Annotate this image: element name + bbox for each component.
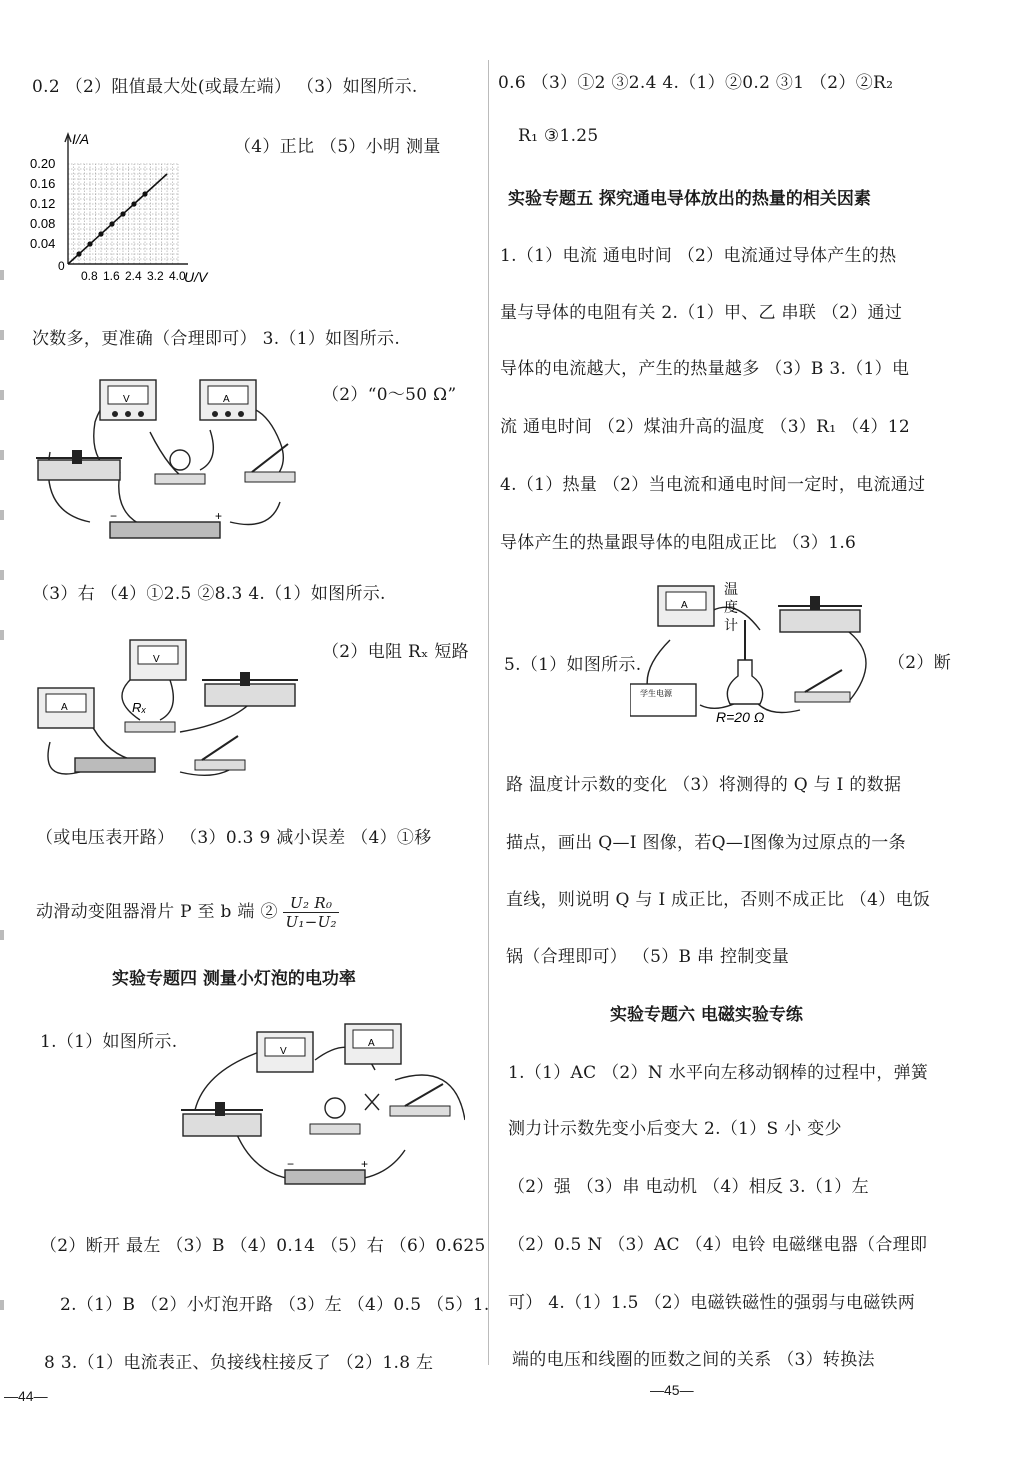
answer-line: 锅（合理即可） （5）B 串 控制变量 [506, 947, 790, 967]
x-tick-labels [81, 269, 186, 283]
fraction: $\frac{\text{U₂ R₀}}{\text{U₁−U₂}}$ [285, 894, 337, 931]
power-supply-label: 学生电源 [640, 689, 672, 698]
y-tick-label: 0.04 [30, 236, 56, 251]
x-tick-label: 4.0 [169, 269, 186, 283]
thermometer-label-3: 计 [724, 617, 738, 633]
data-point [109, 221, 114, 226]
voltmeter-label: V [153, 654, 160, 665]
answer-line: （2）电阻 Rₓ 短路 [322, 642, 469, 662]
thermometer-label-1: 温 [724, 581, 738, 597]
x-tick-label: 3.2 [147, 269, 164, 283]
answer-line: （或电压表开路） （3）0.3 9 减小误差 （4）①移 [36, 828, 432, 848]
section-heading: 实验专题六 电磁实验专练 [610, 1005, 803, 1025]
y-tick-label: 0.16 [30, 176, 56, 191]
answer-line: （2）“0～50 Ω” [322, 385, 457, 405]
answer-line: 0.6 （3）①2 ③2.4 4.（1）②0.2 ③1 （2）②R₂ [498, 73, 894, 93]
heat-circuit-diagram [630, 580, 880, 730]
data-point [98, 231, 103, 236]
resistance-label: R=20 Ω [716, 709, 765, 725]
answer-line: 4.（1）热量 （2）当电流和通电时间一定时，电流通过 [500, 475, 926, 495]
answer-line: 路 温度计示数的变化 （3）将测得的 Q 与 I 的数据 [506, 775, 902, 795]
y-tick-label: 0.08 [30, 216, 56, 231]
answer-line: R₁ ③1.25 [518, 126, 599, 146]
page-number: —45— [650, 1382, 694, 1398]
answer-line: 流 通电时间 （2）煤油升高的温度 （3）R₁ （4）12 [500, 417, 911, 437]
ammeter-label: A [61, 702, 68, 713]
answer-line: 2.（1）B （2）小灯泡开路 （3）左 （4）0.5 （5）1. [60, 1295, 490, 1315]
answer-line: （2）0.5 N （3）AC （4）电铃 电磁继电器（合理即 [508, 1235, 928, 1255]
ammeter-label: A [368, 1038, 375, 1049]
data-point [142, 191, 147, 196]
answer-line: 次数多，更准确（合理即可） 3.（1）如图所示. [32, 329, 401, 349]
section-heading: 实验专题四 测量小灯泡的电功率 [112, 969, 356, 989]
circuit-diagram-2 [30, 632, 320, 792]
x-axis-label: U/V [184, 269, 208, 285]
answer-line: 1.（1）电流 通电时间 （2）电流通过导体产生的热 [500, 246, 897, 266]
battery-plus: + [215, 509, 223, 523]
battery-minus: − [287, 1157, 295, 1171]
y-tick-label: 0.20 [30, 156, 56, 171]
binding-marks [0, 270, 8, 1170]
answer-line: 直线，则说明 Q 与 I 成正比，否则不成正比 （4）电饭 [506, 890, 931, 910]
answer-line: 1.（1）如图所示. [40, 1032, 178, 1052]
answer-line: 测力计示数先变小后变大 2.（1）S 小 变少 [508, 1119, 842, 1139]
ammeter-label: A [223, 394, 230, 405]
resistor-rx-label: Rₓ [132, 700, 147, 715]
answer-line: （2）断 [888, 653, 952, 673]
battery-minus: − [110, 509, 118, 523]
circuit-diagram-1 [30, 372, 320, 547]
answer-line: 可） 4.（1）1.5 （2）电磁铁磁性的强弱与电磁铁两 [508, 1293, 916, 1313]
answer-line: （3）右 （4）①2.5 ②8.3 4.（1）如图所示. [32, 584, 386, 604]
answer-line: 导体产生的热量跟导体的电阻成正比 （3）1.6 [500, 533, 857, 553]
voltmeter-label: V [280, 1046, 287, 1057]
y-tick-labels [30, 156, 55, 251]
answer-line: 描点，画出 Q—I 图像，若Q—I图像为过原点的一条 [506, 833, 906, 853]
column-divider [488, 60, 489, 1365]
origin-label: 0 [58, 259, 65, 273]
data-point [87, 241, 92, 246]
voltmeter-label: V [123, 394, 130, 405]
answer-line: 8 3.（1）电流表正、负接线柱接反了 （2）1.8 左 [44, 1353, 434, 1373]
circuit-diagram-3 [175, 1020, 465, 1190]
answer-line: 导体的电流越大，产生的热量越多 （3）B 3.（1）电 [500, 359, 910, 379]
answer-line: 端的电压和线圈的匝数之间的关系 （3）转换法 [512, 1350, 875, 1370]
data-point [131, 201, 136, 206]
x-tick-label: 2.4 [125, 269, 142, 283]
y-axis-label: I/A [72, 131, 90, 147]
x-tick-label: 1.6 [103, 269, 120, 283]
answer-line: 量与导体的电阻有关 2.（1）甲、乙 串联 （2）通过 [500, 303, 903, 323]
answer-line: （2）断开 最左 （3）B （4）0.14 （5）右 （6）0.625 [40, 1236, 486, 1256]
answer-line: （4）正比 （5）小明 测量 [234, 137, 441, 157]
answer-line: 1.（1）AC （2）N 水平向左移动钢棒的过程中，弹簧 [508, 1063, 929, 1083]
answer-line: 5.（1）如图所示. [504, 655, 642, 675]
data-point [76, 251, 81, 256]
iu-graph [28, 128, 228, 288]
answer-line: 0.2 （2）阻值最大处(或最左端） （3）如图所示. [32, 77, 418, 97]
thermometer-label-2: 度 [724, 599, 738, 615]
x-tick-label: 0.8 [81, 269, 98, 283]
section-heading: 实验专题五 探究通电导体放出的热量的相关因素 [508, 189, 871, 209]
answer-line: 动滑动变阻器滑片 P 至 b 端 ② $\frac{\text{U₂ R₀}}{\text{U₁−U₂}}$ [36, 894, 337, 931]
data-point [120, 211, 125, 216]
page-number: —44— [4, 1388, 48, 1404]
y-tick-label: 0.12 [30, 196, 56, 211]
battery-plus: + [361, 1157, 369, 1171]
answer-line: （2）强 （3）串 电动机 （4）相反 3.（1）左 [508, 1177, 869, 1197]
ammeter-label: A [681, 600, 688, 611]
